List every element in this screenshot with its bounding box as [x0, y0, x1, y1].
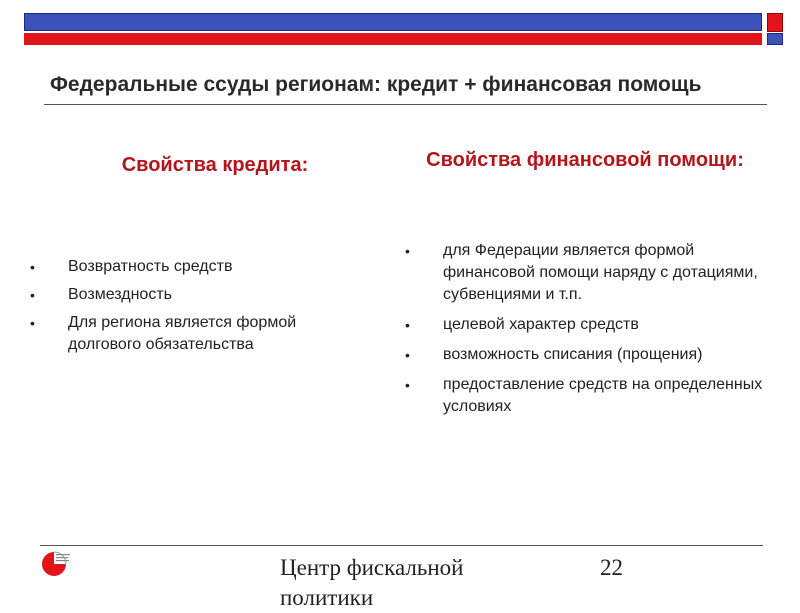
- aid-properties-heading: Свойства финансовой помощи:: [426, 149, 744, 171]
- bullet-icon: •: [405, 317, 410, 333]
- corner-square-blue: [767, 33, 783, 45]
- list-item: • Для региона является формой долгового обязательства: [30, 314, 297, 353]
- bullet-icon: •: [30, 259, 35, 275]
- bullet-icon: •: [405, 243, 410, 259]
- slide-title: Федеральные ссуды регионам: кредит + финансовая помощь: [50, 73, 702, 96]
- list-item: • для Федерации является формой финансовой помощи наряду с дотациями, субвенциями и т.п.: [405, 242, 758, 303]
- title-divider: [44, 104, 767, 105]
- bullet-icon: •: [30, 315, 35, 331]
- list-item: • целевой характер средств: [405, 314, 775, 336]
- bullet-icon: •: [405, 347, 410, 363]
- list-item: • Возвратность средств: [30, 256, 370, 278]
- footer-organization: Центр фискальной политики: [280, 555, 464, 610]
- bullet-icon: •: [30, 287, 35, 303]
- header-bar-blue: [24, 13, 762, 31]
- header-bar-red: [24, 33, 762, 45]
- aid-properties-list: [405, 240, 775, 426]
- list-item: • предоставление средств на определенных условиях: [405, 376, 763, 415]
- credit-properties-heading: Свойства кредита:: [121, 154, 309, 176]
- list-item: • Возмездность: [30, 284, 370, 306]
- list-item: • возможность списания (прощения): [405, 344, 775, 366]
- bullet-icon: •: [405, 377, 410, 393]
- page-number: 22: [600, 555, 623, 580]
- center-logo-icon: [38, 548, 78, 580]
- credit-properties-list: [30, 256, 370, 362]
- corner-square-red: [767, 13, 783, 32]
- footer-divider: [40, 545, 763, 546]
